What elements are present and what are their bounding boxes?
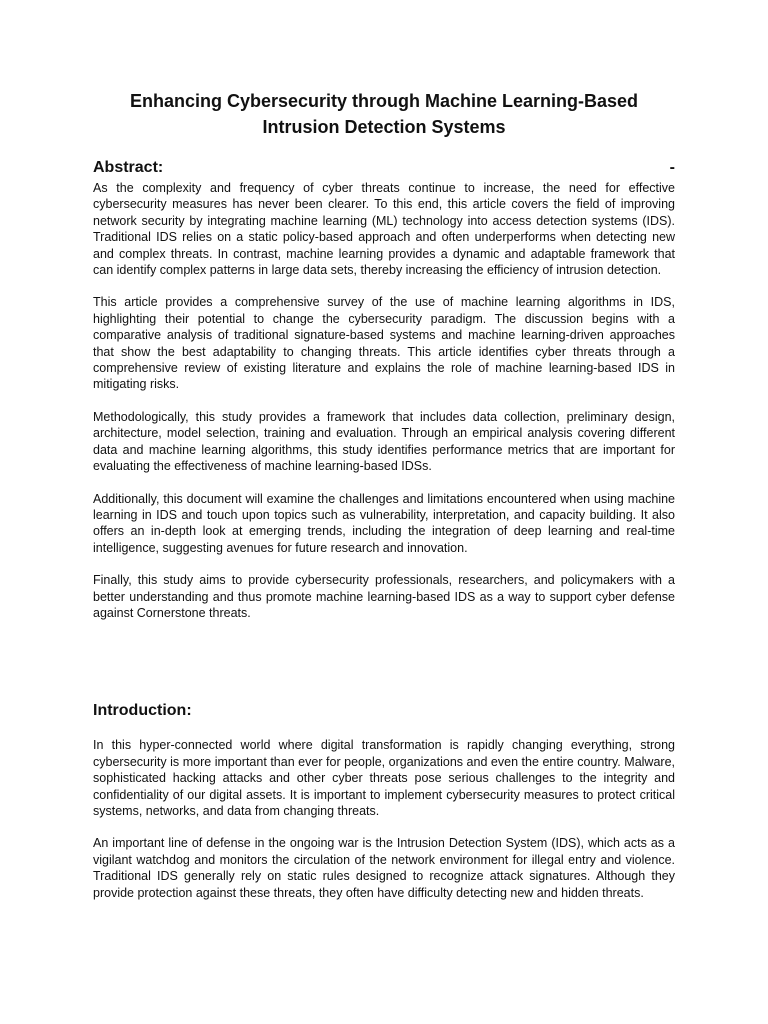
abstract-heading-row — [93, 158, 675, 178]
abstract-paragraph-4: Additionally, this document will examine the challenges and limitations encountered when using machine learning in IDS and touch upon topics such as vulnerability, interpretation, and capacity building. It also offers an in-depth look at emerging trends, including the integration of deep learning and real-time intelligence, suggesting avenues for future research and innovation. — [93, 491, 675, 555]
introduction-heading: Introduction: — [93, 702, 192, 720]
introduction-paragraph-1: In this hyper-connected world where digital transformation is rapidly changing everything, strong cybersecurity is more important than ever for people, organizations and even the entire country. Malware, sophisticated hacking attacks and other cyber threats pose serious challenges to the integrity and confidentiality of our digital assets. It is important to implement cybersecurity measures to protect critical systems, networks, and data from changing threats. — [93, 738, 675, 818]
abstract-heading-dash: - — [669, 159, 675, 176]
abstract-paragraph-2: This article provides a comprehensive survey of the use of machine learning algorithms in IDS, highlighting their potential to change the cybersecurity paradigm. The discussion begins with a comparative analysis of traditional signature-based systems and machine learning-driven approaches that show the best adaptability to changing threats. This article identifies cyber threats through a comprehensive review of existing literature and explains the role of machine learning-based IDS in mitigating risks. — [93, 295, 675, 392]
abstract-paragraph-5: Finally, this study aims to provide cybersecurity professionals, researchers, and policymakers with a better understanding and thus promote machine learning-based IDS as a way to support cyber defense against Cornerstone threats. — [93, 573, 675, 620]
introduction-paragraph-2: An important line of defense in the ongoing war is the Intrusion Detection System (IDS), which acts as a vigilant watchdog and monitors the circulation of the network environment for illegal entry and violence. Traditional IDS generally rely on static rules designed to recognize attack signatures. Although they provide protection against these threats, they often have difficulty detecting new and hidden threats. — [93, 836, 675, 900]
paper-title: Enhancing Cybersecurity through Machine Learning-Based Intrusion Detection Systems — [129, 91, 639, 137]
abstract-heading: Abstract: — [93, 159, 164, 176]
document-page — [93, 88, 675, 917]
section-spacer — [93, 637, 675, 701]
abstract-paragraph-1: As the complexity and frequency of cyber threats continue to increase, the need for effective cybersecurity measures has never been clearer. To this end, this article covers the field of improving network security by integrating machine learning (ML) technology into access detection systems (IDS). Traditional IDS relies on a static policy-based approach and often underperforms when detecting new and complex threats. In contrast, machine learning provides a dynamic and adaptable framework that can identify complex patterns in large data sets, thereby increasing the efficiency of intrusion detection. — [93, 181, 675, 278]
abstract-paragraph-3: Methodologically, this study provides a framework that includes data collection, preliminary design, architecture, model selection, training and evaluation. Through an empirical analysis covering different data and machine learning algorithms, this study identifies performance metrics that are important for evaluating the effectiveness of machine learning-based IDSs. — [93, 409, 675, 474]
